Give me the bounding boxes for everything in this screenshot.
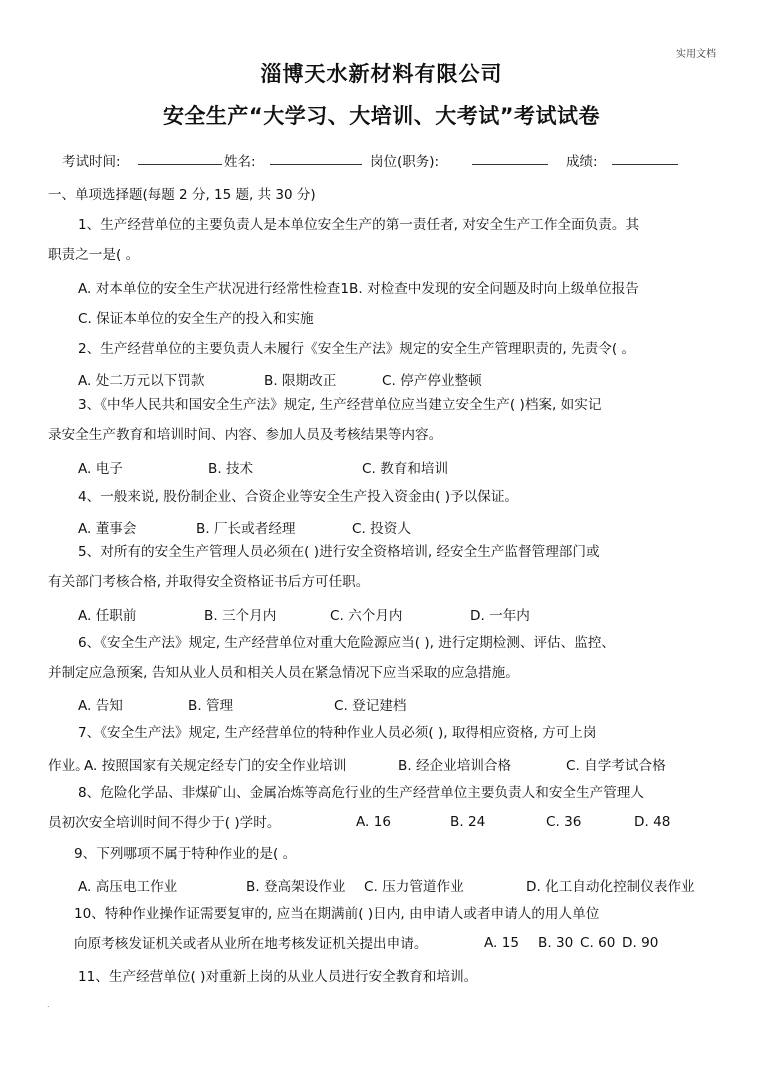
question-5-option-c: C. 六个月内 [330, 608, 403, 624]
question-7-option-c: C. 自学考试合格 [566, 758, 666, 774]
question-8-line-2: 员初次安全培训时间不得少于( )学时。 [48, 815, 281, 831]
question-8-option-a: A. 16 [356, 814, 391, 830]
question-9-option-d: D. 化工自动化控制仪表作业 [526, 879, 695, 895]
question-1-line-2: 职责之一是( 。 [48, 247, 140, 263]
exam-title: 安全生产“大学习、大培训、大考试”考试试卷 [162, 104, 601, 128]
question-2-line-1: 2、生产经营单位的主要负责人未履行《安全生产法》规定的安全生产管理职责的, 先责令( 。 [78, 341, 636, 357]
question-1-options-line-2: C. 保证本单位的安全生产的投入和实施 [78, 311, 314, 327]
question-9-line-1: 9、下列哪项不属于特种作业的是( 。 [74, 846, 297, 862]
question-7-option-a: A. 按照国家有关规定经专门的安全作业培训 [84, 758, 347, 774]
question-5-option-b: B. 三个月内 [204, 608, 277, 624]
question-9-option-b: B. 登高架设作业 [246, 879, 346, 895]
question-6-line-1: 6、《安全生产法》规定, 生产经营单位对重大危险源应当( ), 进行定期检测、评估、监控、 [78, 635, 616, 651]
company-title: 淄博天水新材料有限公司 [260, 62, 503, 86]
question-1-line-1: 1、生产经营单位的主要负责人是本单位安全生产的第一责任者, 对安全生产工作全面负责。其 [78, 217, 640, 233]
question-5-line-2: 有关部门考核合格, 并取得安全资格证书后方可任职。 [48, 574, 370, 590]
question-9-option-c: C. 压力管道作业 [364, 879, 464, 895]
question-8-option-b: B. 24 [450, 814, 486, 830]
question-7-option-b: B. 经企业培训合格 [398, 758, 512, 774]
question-10-option-b: B. 30 [538, 935, 574, 951]
question-4-option-c: C. 投资人 [352, 521, 411, 537]
question-5-option-a: A. 任职前 [78, 608, 137, 624]
question-7-line-1: 7、《安全生产法》规定, 生产经营单位的特种作业人员必须( ), 取得相应资格, 方可上岗 [78, 725, 597, 741]
question-5-line-1: 5、对所有的安全生产管理人员必须在( )进行安全资格培训, 经安全生产监督管理部门或 [78, 544, 600, 560]
question-6-option-c: C. 登记建档 [334, 698, 407, 714]
exam-time-field[interactable] [138, 150, 222, 169]
score-field[interactable] [612, 150, 678, 169]
question-2-option-b: B. 限期改正 [264, 373, 337, 389]
exam-time-label: 考试时间: [62, 154, 121, 170]
section-title: 一、单项选择题(每题 2 分, 15 题, 共 30 分) [48, 187, 316, 203]
corner-label: 实用文档 [676, 49, 716, 60]
question-3-line-1: 3、《中华人民共和国安全生产法》规定, 生产经营单位应当建立安全生产( )档案, 如实记 [78, 397, 602, 413]
question-2-option-a: A. 处二万元以下罚款 [78, 373, 205, 389]
question-3-option-a: A. 电子 [78, 461, 123, 477]
question-3-line-2: 录安全生产教育和培训时间、内容、参加人员及考核结果等内容。 [48, 427, 443, 443]
question-4-option-a: A. 董事会 [78, 521, 137, 537]
question-7-line-2-prefix: 作业。 [48, 758, 89, 774]
question-10-option-a: A. 15 [484, 935, 519, 951]
question-6-line-2: 并制定应急预案, 告知从业人员和相关人员在紧急情况下应当采取的应急措施。 [48, 665, 519, 681]
score-label: 成绩: [566, 154, 598, 170]
name-label: 姓名: [224, 154, 256, 170]
question-8-line-1: 8、危险化学品、非煤矿山、金属冶炼等高危行业的生产经营单位主要负责人和安全生产管理人 [78, 785, 644, 801]
question-3-option-b: B. 技术 [208, 461, 254, 477]
question-10-line-1: 10、特种作业操作证需要复审的, 应当在期满前( )日内, 由申请人或者申请人的用人单位 [74, 906, 600, 922]
question-1-options-line-1: A. 对本单位的安全生产状况进行经常性检查1B. 对检查中发现的安全问题及时向上级单位报告 [78, 281, 639, 297]
question-6-option-b: B. 管理 [188, 698, 234, 714]
question-8-option-c: C. 36 [546, 814, 582, 830]
name-field[interactable] [270, 150, 362, 169]
question-4-line-1: 4、一般来说, 股份制企业、合资企业等安全生产投入资金由( )予以保证。 [78, 489, 519, 505]
question-9-option-a: A. 高压电工作业 [78, 879, 178, 895]
question-3-option-c: C. 教育和培训 [362, 461, 449, 477]
question-2-option-c: C. 停产停业整顿 [382, 373, 482, 389]
question-10-option-c: C. 60 [580, 935, 616, 951]
question-4-option-b: B. 厂长或者经理 [196, 521, 296, 537]
question-10-line-2: 向原考核发证机关或者从业所在地考核发证机关提出申请。 [74, 936, 428, 952]
question-6-option-a: A. 告知 [78, 698, 123, 714]
question-11-line-1: 11、生产经营单位( )对重新上岗的从业人员进行安全教育和培训。 [78, 969, 478, 985]
position-label: 岗位(职务): [370, 154, 440, 170]
question-5-option-d: D. 一年内 [470, 608, 530, 624]
question-8-option-d: D. 48 [634, 814, 671, 830]
position-field[interactable] [472, 150, 548, 169]
question-10-option-d: D. 90 [622, 935, 659, 951]
footer-mark: . [47, 1000, 50, 1009]
